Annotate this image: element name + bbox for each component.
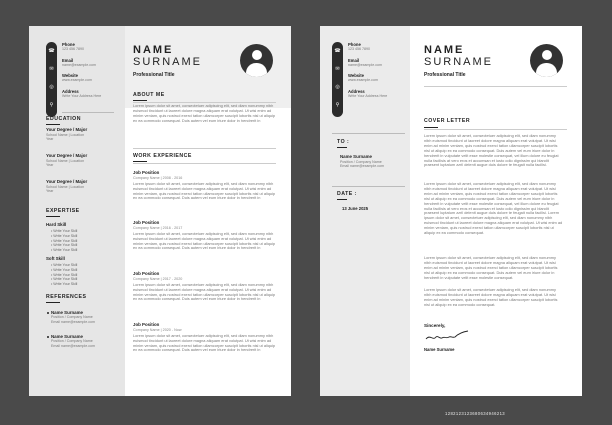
job-description: Lorem ipsum dolor sit amet, consectetuer adipiscing elit, sed diam nonummy nibh euismod tincidunt ut laoreet dolore magna aliquam erat volutpat. Ut wisi enim ad minim veniam, quis nostrud exerci tation ullamcorper suscipit lobortis nisl ut aliquip ex ea commodo consequat. Duis autem vel eum iriure dolor in hendrerit in: [133, 180, 276, 201]
degree: Your Degree / Major: [46, 127, 88, 132]
contact-value: 123 456 7890: [348, 47, 370, 51]
divider: [46, 216, 60, 217]
signature-name: Name Surname: [424, 347, 455, 352]
skill-item: • Write Your Skill: [51, 233, 78, 238]
year: Year: [46, 189, 54, 194]
job-position: Job Position: [133, 170, 160, 175]
reference-position: Position / Company Name: [51, 339, 93, 344]
cover-sidebar: [320, 26, 410, 396]
divider: [46, 124, 60, 125]
education-item: [46, 179, 122, 194]
letter-paragraph: Lorem ipsum dolor sit amet, consectetuer adipiscing elit, sed diam nonummy nibh euismod tincidunt ut laoreet dolore magna aliquam erat volutpat. Ut wisi enim ad minim veniam, quis nostrud exerci tation ullamcorper suscipit lobortis nisl ut aliquip ex ea commodo consequat. Duis autem vel eum iriure dolor in hendrerit in vulputate velit esse molestie consequat, vel illum dolore eu feugiat nulla facilisis at vero eros et accumsan et iusto odio dignissim qui blandit praesent luptatum zzril delenit augue duis dolore te feugait nulla facilisi.: [424, 133, 559, 168]
contact-item: [62, 89, 122, 104]
avatar-icon: [240, 44, 273, 77]
education-heading: EDUCATION: [46, 116, 81, 122]
divider: [133, 148, 276, 149]
bullet-icon: [47, 336, 49, 338]
skill-group-title: Hard Skill: [46, 222, 67, 227]
skill-list: [51, 229, 77, 253]
date-value: 13 June 2025: [342, 206, 369, 211]
bullet-icon: [47, 312, 49, 314]
globe-icon: ◎: [49, 84, 54, 90]
job-meta: Company Name | 2016 - 2017: [133, 225, 183, 230]
contact-value: Write Your Address Here: [348, 93, 388, 98]
skill-item: • Write Your Skill: [51, 263, 78, 267]
skill-list: [51, 263, 77, 287]
globe-icon: ◎: [335, 84, 340, 90]
divider: [133, 100, 147, 101]
reference-item: [51, 310, 123, 325]
letter-paragraph: Lorem ipsum dolor sit amet, consectetuer adipiscing elit, sed diam nonummy nibh euismod tincidunt ut laoreet dolore magna aliquam erat volutpat. Ut wisi enim ad minim veniam, quis nostrud exerci tation ullamcorper suscipit lobortis nisl ut aliquip ex ea commodo consequat. Duis autem vel eum iriure dolor in hendrerit in vulputate velit esse molestie consequat, vel illum dolore eu feugiat nulla facilisis at vero eros et accumsan et iusto odio dignissim qui blandit praesent luptatum zzril delenit augue duis dolore te feugait nulla facilisi. Lorem ipsum dolor sit amet, consectetuer adipiscing elit, sed diam nonummy nibh euismod tincidunt ut laoreet dolore magna aliquam erat volutpat. Ut wisi enim ad minim veniam, quis nostrud exerci tation ullamcorper suscipit lobortis nisl ut aliquip ex ea commodo consequat.: [424, 181, 563, 236]
reference-item: [51, 334, 123, 349]
cover-letter-page: [320, 26, 582, 396]
school: School Name | Location: [46, 184, 85, 189]
contact-icon-bar: [46, 42, 57, 117]
contact-item: [348, 58, 408, 73]
job-description: Lorem ipsum dolor sit amet, consectetuer adipiscing elit, sed diam nonummy nibh euismod tincidunt ut laoreet dolore magna aliquam erat volutpat. Ut wisi enim ad minim veniam, quis nostrud exerci tation ullamcorper suscipit lobortis nisl ut aliquip ex ea commodo consequat. Duis autem vel eum iriure dolor in hendrerit in: [133, 281, 276, 302]
divider: [424, 127, 438, 128]
degree: Your Degree / Major: [46, 153, 88, 158]
job-item: [133, 220, 278, 251]
job-description: Lorem ipsum dolor sit amet, consectetuer adipiscing elit, sed diam nonummy nibh euismod tincidunt ut laoreet dolore magna aliquam erat volutpat. Ut wisi enim ad minim veniam, quis nostrud exerci tation ullamcorper suscipit lobortis nisl ut aliquip ex ea commodo consequat. Duis autem vel eum iriure dolor in hendrerit in: [133, 230, 276, 251]
skill-item: • Write Your Skill: [51, 238, 78, 243]
contact-item: [348, 42, 408, 57]
divider: [332, 133, 405, 134]
skill-item: • Write Your Skill: [51, 248, 78, 253]
job-item: [133, 271, 278, 302]
year: Year: [46, 137, 54, 142]
contact-list: [348, 42, 408, 104]
contact-label: Address: [62, 88, 79, 94]
contact-item: [62, 73, 122, 88]
contact-value: 123 456 7890: [62, 47, 84, 51]
contact-value: name@example.com: [348, 62, 383, 67]
contact-item: [348, 89, 408, 104]
contact-label: Email: [62, 57, 74, 63]
name: NAME: [424, 44, 465, 56]
school: School Name | Location: [46, 132, 85, 137]
contact-value: www.example.com: [62, 78, 92, 82]
divider: [133, 163, 276, 164]
work-heading: WORK EXPERIENCE: [133, 153, 192, 159]
contact-label: Phone: [62, 42, 75, 47]
contact-icon-bar: [332, 42, 343, 117]
to-heading: TO :: [337, 139, 350, 145]
name: NAME: [133, 44, 174, 56]
year: Year: [46, 163, 54, 168]
pin-icon: ⚲: [49, 102, 54, 108]
skill-item: • Write Your Skill: [51, 282, 78, 287]
references-heading: REFERENCES: [46, 294, 87, 300]
divider: [337, 147, 347, 148]
about-text: Lorem ipsum dolor sit amet, consectetuer adipiscing elit, sed diam nonummy nibh euismod tincidunt ut laoreet dolore magna aliquam erat volutpat. Ut wisi enim ad minim veniam, quis nostrud exerci tation ullamcorper suscipit lobortis nisl ut aliquip ex ea commodo consequat. Duis autem vel eum iriure dolor in hendrerit in: [133, 103, 276, 123]
reference-name: Name Surname: [51, 310, 83, 315]
date-heading: DATE :: [337, 191, 357, 197]
recipient: [340, 154, 408, 169]
degree: Your Degree / Major: [46, 179, 88, 184]
skill-group-title: Soft Skill: [46, 256, 65, 261]
job-meta: Company Name | 2020 - Now: [133, 327, 182, 332]
contact-item: [62, 58, 122, 73]
skill-item: • Write Your Skill: [51, 267, 78, 272]
contact-value: name@example.com: [62, 62, 97, 67]
education-item: [46, 127, 122, 142]
surname: SURNAME: [424, 56, 494, 68]
contact-item: [62, 42, 122, 57]
professional-title: Professional Title: [133, 72, 175, 78]
expertise-heading: EXPERTISE: [46, 208, 80, 214]
surname: SURNAME: [133, 56, 203, 68]
recipient-position: Position / Company Name: [340, 159, 382, 164]
divider: [424, 86, 567, 87]
avatar-icon: [530, 44, 563, 77]
resume-page: [29, 26, 291, 396]
divider: [424, 129, 567, 130]
job-meta: Company Name | 2017 - 2020: [133, 276, 183, 281]
mail-icon: ✉: [335, 66, 340, 72]
reference-email: Email name@example.com: [51, 344, 95, 348]
education-item: [46, 153, 122, 168]
job-position: Job Position: [133, 271, 160, 276]
contact-label: Phone: [348, 42, 361, 47]
reference-position: Position / Company Name: [51, 315, 93, 320]
closing: Sincerely,: [424, 323, 446, 328]
contact-list: [62, 42, 122, 104]
job-position: Job Position: [133, 220, 160, 225]
contact-label: Website: [62, 73, 78, 78]
divider: [332, 186, 405, 187]
job-item: [133, 170, 278, 201]
signature-image: [424, 328, 470, 344]
reference-email: Email name@example.com: [51, 320, 95, 324]
skill-item: • Write Your Skill: [51, 243, 78, 248]
divider: [62, 112, 114, 113]
divider: [337, 199, 347, 200]
divider: [133, 161, 147, 162]
contact-value: www.example.com: [348, 78, 378, 82]
letter-paragraph: Lorem ipsum dolor sit amet, consectetuer adipiscing elit, sed diam nonummy nibh euismod tincidunt ut laoreet dolore magna aliquam erat volutpat. Ut wisi enim ad minim veniam, quis nostrud exerci tation ullamcorper suscipit lobortis nisl ut aliquip ex ea commodo consequat. Duis autem vel eum iriure dolor in hendrerit in vulputate velit esse molestie consequat.: [424, 255, 558, 280]
stock-id-watermark: 1282123123680634946213: [445, 411, 506, 416]
job-description: Lorem ipsum dolor sit amet, consectetuer adipiscing elit, sed diam nonummy nibh euismod tincidunt ut laoreet dolore magna aliquam erat volutpat. Ut wisi enim ad minim veniam, quis nostrud exerci tation ullamcorper suscipit lobortis nisl ut aliquip ex ea commodo consequat. Duis autem vel eum iriure dolor in hendrerit in: [133, 332, 276, 353]
job-meta: Company Name | 2008 - 2016: [133, 175, 183, 180]
recipient-email: Email name@example.com: [340, 164, 384, 169]
recipient-name: Name Surname: [340, 154, 372, 159]
skill-item: • Write Your Skill: [51, 229, 78, 233]
phone-icon: ☎: [334, 48, 341, 54]
job-position: Job Position: [133, 322, 160, 327]
contact-value: Write Your Address Here: [62, 93, 102, 98]
contact-label: Address: [348, 88, 365, 94]
divider: [46, 302, 60, 303]
contact-item: [348, 73, 408, 88]
phone-icon: ☎: [48, 48, 55, 54]
skill-item: • Write Your Skill: [51, 272, 78, 277]
contact-label: Website: [348, 73, 364, 78]
letter-paragraph: Lorem ipsum dolor sit amet, consectetuer adipiscing elit, sed diam nonummy nibh euismod tincidunt ut laoreet dolore magna aliquam erat volutpat. Ut wisi enim ad minim veniam, quis nostrud exerci tation ullamcorper suscipit lobortis nisl ut aliquip ex ea commodo consequat.: [424, 287, 558, 307]
reference-name: Name Surname: [51, 334, 83, 339]
pin-icon: ⚲: [335, 102, 340, 108]
mail-icon: ✉: [49, 66, 54, 72]
school: School Name | Location: [46, 158, 85, 163]
job-item: [133, 322, 278, 353]
skill-item: • Write Your Skill: [51, 277, 78, 282]
professional-title: Professional Title: [424, 72, 466, 78]
about-heading: ABOUT ME: [133, 92, 165, 98]
cover-letter-heading: COVER LETTER: [424, 118, 471, 124]
contact-label: Email: [348, 57, 360, 63]
